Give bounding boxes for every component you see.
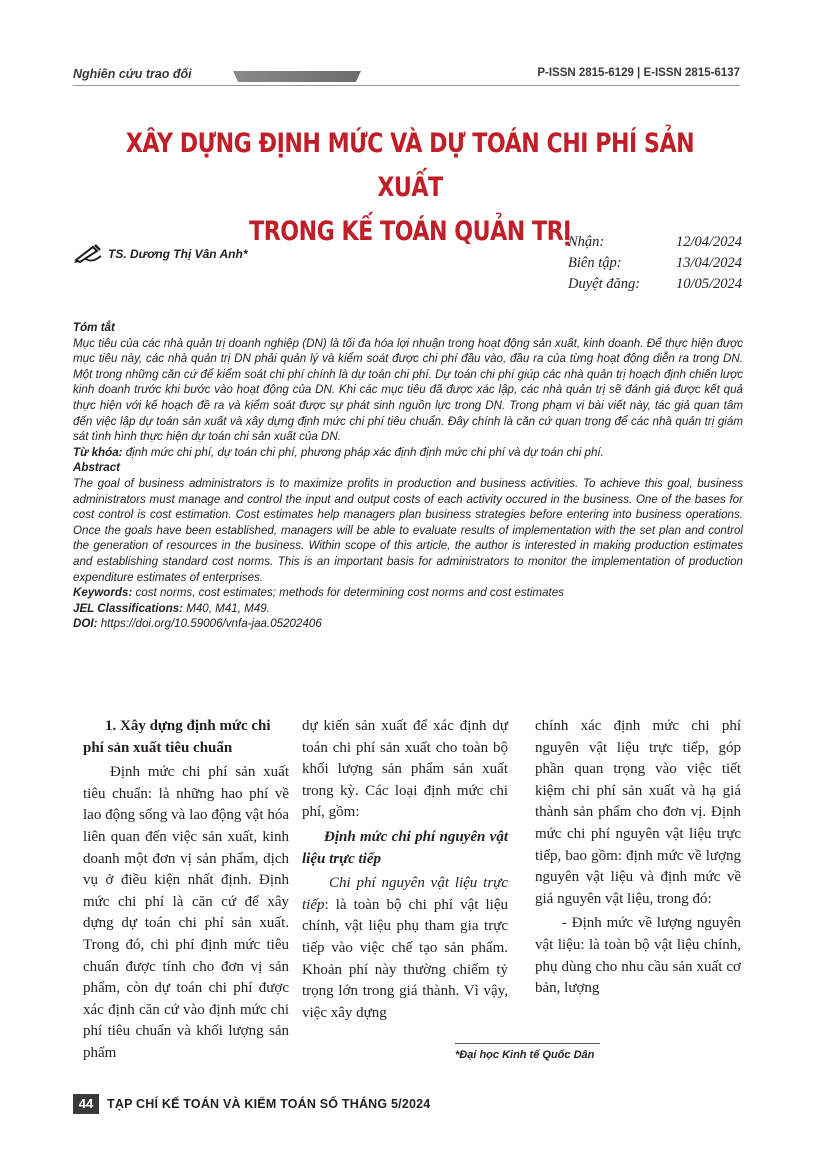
author-name: TS. Dương Thị Vân Anh* — [108, 247, 248, 261]
article-dates — [568, 232, 742, 295]
author-affiliation-footnote: *Đại học Kinh tế Quốc Dân — [455, 1049, 595, 1061]
date-edited: Biên tập: 13/04/2024 — [568, 255, 742, 271]
keywords-vi: Từ khóa: định mức chi phí, dự toán chi phí, phương pháp xác định định mức chi phí và dự toán chi phí. — [73, 445, 604, 459]
title-line-1: XÂY DỰNG ĐỊNH MỨC VÀ DỰ TOÁN CHI PHÍ SẢN XUẤT — [125, 128, 695, 203]
subsection-heading: Định mức chi phí nguyên vật liệu trực tiếp — [302, 828, 508, 867]
pen-writing-icon — [73, 242, 103, 264]
section-heading: 1. Xây dựng định mức chi phí sản xuất tiêu chuẩn — [83, 718, 271, 756]
abstract-en-text: The goal of business administrators is to maximize profits in production and business activities. To achieve this goal, business administrators must manage and control the input and output costs of each activity occured in the business. One of the bases for cost control is cost estimation. Cost estimates help managers plan business strategies before entering into business operations. Once the goals have been established, managers will be able to evaluate results of implementation with the set plan and control the generation of resources in the business. Within scope of this article, the author is interested in making production estimates and establishing standard cost norms. This is an important basis for administrators to monitor the implementation of production expenditure estimates of enterprises. — [73, 476, 743, 584]
body-paragraph: Định mức chi phí sản xuất tiêu chuẩn: là những hao phí về lao động sống và lao động vật hóa liên quan đến việc sản xuất, kinh doanh một đơn vị sản phẩm, dịch vụ ở điều kiện nhất định. Định mức chi phí là căn cứ để xây dựng dự toán chi phí sản xuất. Trong đó, chi phí định mức tiêu chuẩn được tính cho đơn vị sản phẩm, còn dự toán chi phí được xác định căn cứ vào định mức chi phí tiêu chuẩn và khối lượng sản phẩm — [83, 764, 289, 1061]
abstract-en-heading: Abstract — [73, 461, 121, 475]
summary-vi-heading: Tóm tắt — [73, 321, 115, 334]
issn-label: P-ISSN 2815-6129 | E-ISSN 2815-6137 — [537, 67, 740, 79]
body-column-1 — [83, 716, 289, 1065]
body-columns — [73, 716, 743, 1061]
date-received: Nhận: 12/04/2024 — [568, 234, 742, 250]
running-header — [73, 66, 740, 86]
keywords-en: Keywords: cost norms, cost estimates; methods for determining cost norms and cost estimates — [73, 586, 564, 600]
title-line-2: TRONG KẾ TOÁN QUẢN TRỊ — [249, 216, 571, 247]
date-approved: Duyệt đăng: 10/05/2024 — [568, 276, 742, 292]
abstract-block — [73, 320, 743, 632]
section-label: Nghiên cứu trao đổi — [73, 67, 192, 81]
journal-name: TẠP CHÍ KẾ TOÁN VÀ KIỂM TOÁN SỐ THÁNG 5/2024 — [107, 1097, 431, 1111]
body-paragraph: - Định mức về lượng nguyên vật liệu: là toàn bộ vật liệu chính, phụ dùng cho nhu cầu sản xuất cơ bản, lượng — [535, 915, 741, 997]
body-paragraph: chính xác định mức chi phí nguyên vật liệu trực tiếp, góp phần quan trọng vào việc tiết kiệm chi phí sản xuất và hạ giá thành sản phẩm cho đơn vị. Định mức chi phí nguyên vật liệu trực tiếp, bao gồm: định mức về lượng nguyên vật liệu và định mức về giá nguyên vật liệu, trong đó: — [535, 718, 741, 907]
body-column-3 — [535, 716, 741, 1000]
summary-vi-text: Mục tiêu của các nhà quản trị doanh nghiệp (DN) là tối đa hóa lợi nhuận trong hoạt động sản xuất, kinh doanh. Để thực hiện được mục tiêu này, các nhà quản trị DN phải quản lý và kiểm soát được chi phí đầu vào, đầu ra của từng hoạt động diễn ra trong DN. Một trong những căn cứ để kiểm soát chi phí chính là dự toán chi phí. Dự toán chi phí giúp các nhà quản trị hoạch định chiến lược kinh doanh trước khi bước vào hoạt động của DN. Khi các mục tiêu đã được xác lập, các nhà quản trị sẽ đánh giá được kết quả thực hiện với kế hoạch đề ra và kiểm soát được sự phát sinh nguồn lực trong DN. Trong phạm vi bài viết này, tác giả quan tâm đến việc lập dự toán sản xuất và xây dựng định mức chi phí tiêu chuẩn. Đây chính là căn cứ quan trọng để các nhà quản trị giám sát tình hình thực hiện dự toán chi sản xuất của DN. — [73, 336, 743, 444]
body-paragraph: Chi phí nguyên vật liệu trực tiếp: là toàn bộ chi phí vật liệu chính, vật liệu phụ tham gia trực tiếp vào việc chế tạo sản phẩm. Khoản phí này thường chiếm tỷ trọng lớn trong giá thành. Vì vậy, việc xây dựng — [302, 875, 508, 1021]
header-rule — [73, 85, 740, 86]
page-number: 44 — [73, 1094, 99, 1114]
body-column-2 — [302, 716, 508, 1024]
doi: DOI: https://doi.org/10.59006/vnfa-jaa.05202406 — [73, 617, 322, 631]
doi-link[interactable]: https://doi.org/10.59006/vnfa-jaa.05202406 — [97, 617, 322, 631]
footnote-rule — [455, 1043, 600, 1044]
body-paragraph: dự kiến sản xuất để xác định dự toán chi phí sản xuất cho toàn bộ khối lượng sản phẩm sản xuất trong kỳ. Các loại định mức chi phí, gồm: — [302, 718, 508, 821]
jel-classifications: JEL Classifications: M40, M41, M49. — [73, 601, 270, 615]
header-decor-bar — [233, 71, 361, 82]
